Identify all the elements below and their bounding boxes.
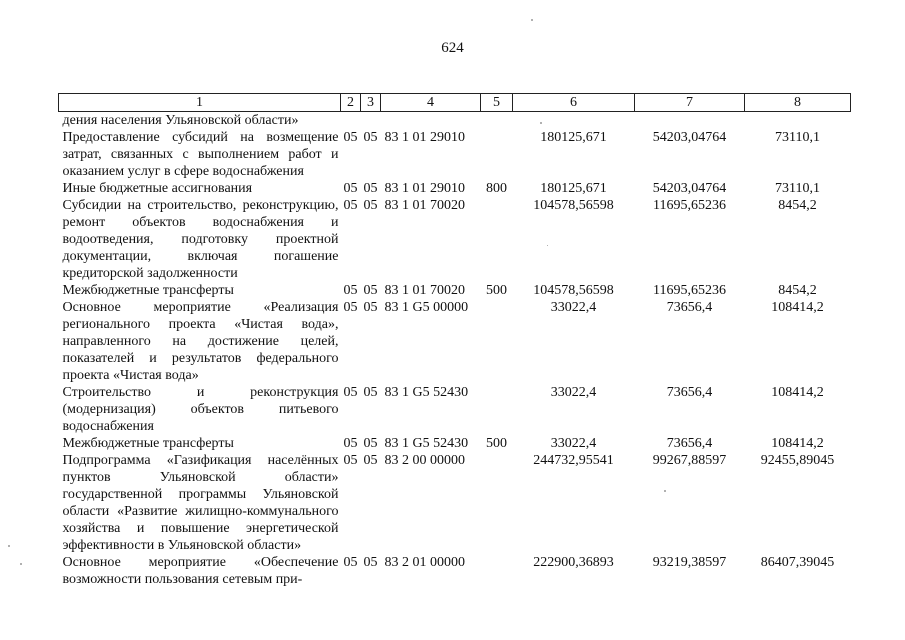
table-row: [59, 197, 851, 282]
row-expense-type: [481, 554, 513, 588]
table-row: [59, 435, 851, 452]
row-expense-type: [481, 197, 513, 282]
row-name: Межбюджетные трансферты: [62, 436, 234, 451]
row-name: Основное мероприятие «Обеспечение возможности пользования сетевым при-: [62, 555, 339, 587]
header-col-2: 2: [341, 94, 361, 112]
row-amount-7: 73656,4: [666, 385, 713, 400]
header-col-3: 3: [361, 94, 381, 112]
table-row: [59, 299, 851, 384]
row-amount-7: 99267,88597: [652, 453, 727, 468]
row-subsection: 05: [363, 555, 378, 570]
row-amount-7: 11695,65236: [653, 198, 726, 213]
row-amount-7: 73656,4: [666, 436, 713, 451]
row-amount-7: 73656,4: [666, 300, 713, 315]
row-amount-6: 33022,4: [550, 436, 597, 451]
row-amount-8: 108414,2: [771, 385, 824, 400]
row-target-code: 83 1 G5 52430: [384, 436, 469, 451]
row-expense-type: [481, 384, 513, 435]
row-amount-6: 104578,56598: [533, 283, 614, 298]
row-section: 05: [343, 300, 358, 315]
row-target-code: 83 1 01 29010: [384, 181, 465, 196]
row-target-code: 83 1 01 70020: [384, 198, 465, 213]
row-amount-7: 93219,38597: [652, 555, 727, 570]
row-amount-8: 108414,2: [771, 436, 824, 451]
row-expense-type: [481, 112, 513, 130]
scan-speck: [547, 245, 548, 246]
row-expense-type: [481, 129, 513, 180]
row-subsection: 05: [363, 283, 378, 298]
header-col-7: 7: [635, 94, 745, 112]
row-section: 05: [343, 181, 358, 196]
table-row: [59, 554, 851, 588]
scan-speck: [20, 563, 22, 565]
row-expense-type: 800: [486, 181, 507, 196]
row-expense-type: 500: [486, 436, 507, 451]
scan-speck: [664, 490, 666, 492]
row-amount-6: [513, 112, 635, 130]
row-name: Подпрограмма «Газификация населённых пунктов Ульяновской области» государственной программы Ульяновской области «Развитие жилищно-коммунального хозяйства и повышение энергетической эффективности в Ульяновской области»: [62, 453, 339, 553]
header-col-1: 1: [59, 94, 341, 112]
row-subsection: 05: [363, 130, 378, 145]
row-name: Иные бюджетные ассигнования: [62, 181, 253, 196]
row-expense-type: [481, 299, 513, 384]
row-amount-8: 8454,2: [778, 283, 817, 298]
row-name: Субсидии на строительство, реконструкцию, ремонт объектов водоснабжения и водоотведения, подготовку проектной документации, включая погашение кредиторской задолженности: [62, 198, 339, 281]
row-expense-type: 500: [486, 283, 507, 298]
header-col-8: 8: [745, 94, 851, 112]
table-row: [59, 384, 851, 435]
row-name: Межбюджетные трансферты: [62, 283, 234, 298]
row-amount-6: 244732,95541: [533, 453, 614, 468]
row-name: Основное мероприятие «Реализация регионального проекта «Чистая вода», направленного на достижение целей, показателей и результатов федерального проекта «Чистая вода»: [62, 300, 339, 383]
scan-speck: [8, 545, 10, 547]
table-row: [59, 129, 851, 180]
row-amount-6: 222900,36893: [533, 555, 614, 570]
row-section: 05: [343, 555, 358, 570]
row-target-code: 83 1 01 29010: [384, 130, 465, 145]
row-amount-7: 54203,04764: [652, 181, 727, 196]
page-number: 624: [441, 40, 464, 56]
row-subsection: 05: [363, 300, 378, 315]
row-section: 05: [343, 436, 358, 451]
row-amount-6: 33022,4: [550, 300, 597, 315]
table-row: [59, 112, 851, 130]
row-section: 05: [343, 385, 358, 400]
row-amount-8: 73110,1: [775, 130, 820, 145]
row-amount-8: 86407,39045: [760, 555, 835, 570]
row-target-code: 83 1 01 70020: [384, 283, 465, 298]
row-amount-6: 180125,671: [540, 130, 607, 145]
table-row: [59, 452, 851, 554]
row-amount-6: 33022,4: [550, 385, 597, 400]
header-row: [59, 94, 851, 112]
header-col-4: 4: [381, 94, 481, 112]
row-subsection: 05: [363, 198, 378, 213]
row-subsection: 05: [363, 385, 378, 400]
row-section: [341, 112, 361, 130]
header-col-6: 6: [513, 94, 635, 112]
header-col-5: 5: [481, 94, 513, 112]
row-amount-7: [635, 112, 745, 130]
row-section: 05: [343, 198, 358, 213]
row-target-code: 83 2 00 00000: [384, 453, 465, 468]
row-name: Строительство и реконструкция (модернизация) объектов питьевого водоснабжения: [62, 385, 339, 434]
table-row: [59, 180, 851, 197]
scan-speck: [531, 19, 533, 21]
row-section: 05: [343, 453, 358, 468]
row-target-code: 83 2 01 00000: [384, 555, 465, 570]
row-name: дения населения Ульяновской области»: [62, 113, 299, 128]
row-amount-8: 8454,2: [778, 198, 817, 213]
scan-speck: [540, 122, 542, 124]
budget-table: [58, 93, 851, 588]
table-row: [59, 282, 851, 299]
row-amount-8: 92455,89045: [760, 453, 835, 468]
row-target-code: 83 1 G5 52430: [384, 385, 469, 400]
row-amount-8: 108414,2: [771, 300, 824, 315]
row-subsection: [361, 112, 381, 130]
row-target-code: [381, 112, 481, 130]
row-amount-8: 73110,1: [775, 181, 820, 196]
row-subsection: 05: [363, 436, 378, 451]
row-amount-6: 180125,671: [540, 181, 607, 196]
row-name: Предоставление субсидий на возмещение затрат, связанных с выполнением работ и оказанием услуг в сфере водоснабжения: [62, 130, 339, 179]
row-expense-type: [481, 452, 513, 554]
row-target-code: 83 1 G5 00000: [384, 300, 469, 315]
row-amount-6: 104578,56598: [533, 198, 614, 213]
row-amount-7: 11695,65236: [653, 283, 726, 298]
row-subsection: 05: [363, 453, 378, 468]
row-section: 05: [343, 130, 358, 145]
row-amount-7: 54203,04764: [652, 130, 727, 145]
row-amount-8: [745, 112, 851, 130]
row-section: 05: [343, 283, 358, 298]
row-subsection: 05: [363, 181, 378, 196]
